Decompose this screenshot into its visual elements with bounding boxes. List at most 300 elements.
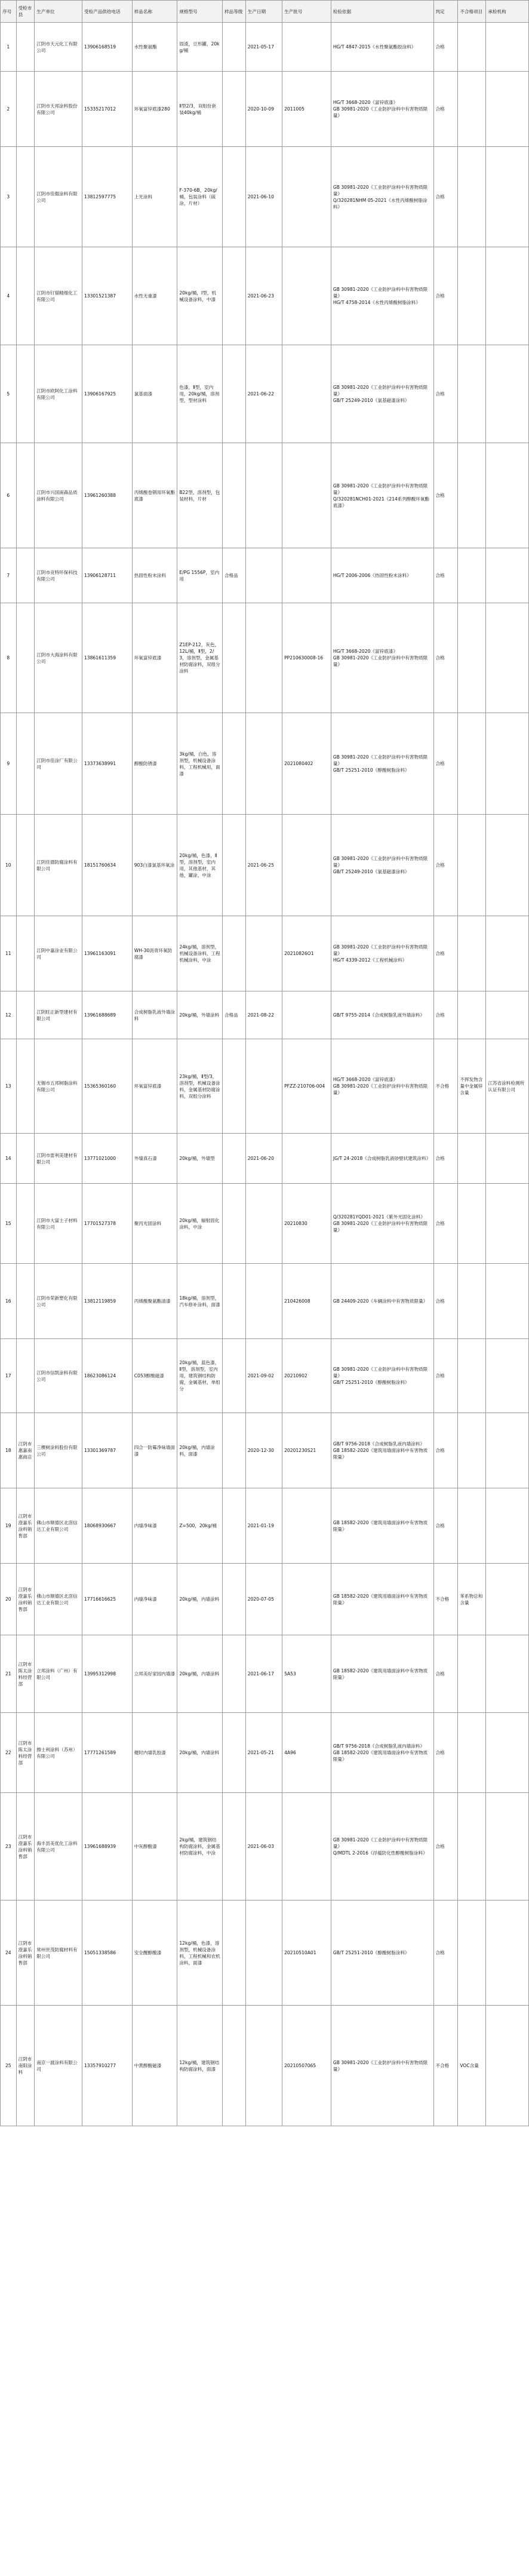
- cell-basis: GB/T 9756-2018《合成树脂乳液内墙涂料》 GB 18582-2020《建筑用墙面涂料中有害物质限量》: [331, 1413, 433, 1488]
- cell-name: 内墙净味漆: [132, 1488, 177, 1564]
- cell-failed: [458, 603, 486, 713]
- cell-spec: 20kg/桶，内墙涂料: [177, 1564, 223, 1635]
- table-header-row: [1, 1, 529, 23]
- cell-date: 2021-06-03: [245, 1793, 282, 1900]
- cell-name: 丙烯酸聚氨酯清漆: [132, 1264, 177, 1339]
- cell-basis: JG/T 24-2018《合成树脂乳液砂壁状建筑涂料》: [331, 1134, 433, 1184]
- cell-batch: [282, 991, 331, 1039]
- cell-phone: 13906128711: [82, 548, 132, 603]
- cell-no: 14: [1, 1134, 17, 1184]
- cell-date: [245, 443, 282, 548]
- cell-batch: [282, 1488, 331, 1564]
- cell-spec: 20kg/桶，蓝色漆，Ⅱ型，溶剂型，室内用，建筑钢结构防腐，金属基材，单组分: [177, 1339, 223, 1413]
- cell-name: 醇酸防锈漆: [132, 713, 177, 815]
- cell-date: 2021-05-21: [245, 1713, 282, 1793]
- cell-date: 2021-08-22: [245, 991, 282, 1039]
- cell-spec: 2kg/桶，建筑钢结构防腐涂料，金属基材防腐涂料，中涂: [177, 1793, 223, 1900]
- cell-basis: GB 30981-2020《工业防护涂料中有害物质限量》 Q/MDTL 2-2016《浮蕴防化性醇酸树脂涂料》: [331, 1793, 433, 1900]
- table-row: [1, 1413, 529, 1488]
- cell-name: 环氧富锌底漆280: [132, 72, 177, 147]
- cell-basis: GB/T 9755-2014《合成树脂乳液外墙涂料》: [331, 991, 433, 1039]
- cell-date: [245, 713, 282, 815]
- cell-failed: [458, 1713, 486, 1793]
- cell-name: 四合一防霉净味墙面漆: [132, 1413, 177, 1488]
- cell-unit: 南京一渡涂料有限公司: [35, 2006, 82, 2126]
- cell-batch: 20210507065: [282, 2006, 331, 2126]
- cell-lab: [486, 147, 529, 247]
- cell-lab: [486, 2006, 529, 2126]
- cell-result: 合格: [433, 603, 458, 713]
- cell-city: [16, 1264, 35, 1339]
- cell-failed: [458, 1635, 486, 1713]
- cell-unit: 江阴佳德防腐涂料有限公司: [35, 815, 82, 916]
- cell-basis: HG/T 4847-2015《水性聚氨酯胶涂料》: [331, 23, 433, 72]
- cell-batch: [282, 548, 331, 603]
- cell-city: 江阴市澄嘉乐涂料销售部: [16, 1488, 35, 1564]
- cell-unit: 佛山市顺德区北滘信达工业有限公司: [35, 1488, 82, 1564]
- cell-batch: 20210826O1: [282, 916, 331, 991]
- cell-phone: 13771021000: [82, 1134, 132, 1184]
- cell-no: 4: [1, 247, 17, 345]
- cell-result: 合格: [433, 916, 458, 991]
- cell-basis: Q/320281YQD01-2021《紫外光固化涂料》 GB 30981-2020《工业防护涂料中有害物质限量》: [331, 1184, 433, 1264]
- cell-basis: HG/T 3668-2020《富锌底漆》 GB 30981-2020《工业防护涂料中有害物质限量》: [331, 1039, 433, 1134]
- cell-no: 17: [1, 1339, 17, 1413]
- cell-basis: GB 30981-2020《工业防护涂料中有害物质限量》 GB/T 25249-2010《氯基磁漆涂料》: [331, 345, 433, 443]
- cell-name: 内墙净味漆: [132, 1564, 177, 1635]
- cell-basis: GB/T 9756-2018《合成树脂乳液内墙涂料》 GB 18582-2020《建筑用墙面涂料中有害物质限量》: [331, 1713, 433, 1793]
- cell-unit: 江阴市竞特环保科技有限公司: [35, 548, 82, 603]
- cell-result: 合格: [433, 1339, 458, 1413]
- cell-name: C053醇酸磁漆: [132, 1339, 177, 1413]
- cell-city: [16, 1134, 35, 1184]
- cell-date: [245, 1184, 282, 1264]
- cell-spec: F-370-6B，20kg/桶，包装涂料（硫涂，片材）: [177, 147, 223, 247]
- cell-lab: [486, 1413, 529, 1488]
- cell-result: 合格: [433, 147, 458, 247]
- cell-name: 合成树脂乳液外墙涂料: [132, 991, 177, 1039]
- cell-result: 合格: [433, 1264, 458, 1339]
- table-row: [1, 72, 529, 147]
- cell-city: 江阴市澄嘉乐涂料销售部: [16, 1564, 35, 1635]
- cell-no: 25: [1, 2006, 17, 2126]
- cell-basis: GB 30981-2020《工业防护涂料中有害物质限量》 GB/T 25251-2010《醇酸树脂涂料》: [331, 1339, 433, 1413]
- cell-name: 聚丙光固涂料: [132, 1184, 177, 1264]
- cell-name: 安全醒醇酸漆: [132, 1900, 177, 2006]
- cell-no: 16: [1, 1264, 17, 1339]
- cell-city: [16, 147, 35, 247]
- cell-lab: [486, 603, 529, 713]
- cell-lab: [486, 1488, 529, 1564]
- table-row: [1, 916, 529, 991]
- cell-phone: 15051338586: [82, 1900, 132, 2006]
- cell-basis: GB 30981-2020《工业防护涂料中有害物质限量》 HG/T 4758-2014《水性丙烯酸树脂涂料》: [331, 247, 433, 345]
- cell-no: 12: [1, 991, 17, 1039]
- cell-batch: [282, 147, 331, 247]
- table-row: [1, 815, 529, 916]
- cell-no: 8: [1, 603, 17, 713]
- cell-failed: [458, 1134, 486, 1184]
- cell-no: 10: [1, 815, 17, 916]
- cell-failed: [458, 713, 486, 815]
- cell-result: 合格: [433, 1184, 458, 1264]
- cell-failed: [458, 815, 486, 916]
- cell-spec: 20kg/桶，Ⅰ型，机械设备涂料，中漆: [177, 247, 223, 345]
- cell-city: [16, 603, 35, 713]
- cell-no: 6: [1, 443, 17, 548]
- cell-batch: [282, 23, 331, 72]
- cell-spec: 23kg/桶，Ⅱ型/3，溶剂型，机械设备涂料，金属基材防腐涂料，双组分涂料: [177, 1039, 223, 1134]
- cell-phone: 13961688689: [82, 991, 132, 1039]
- header-grade: 样品等级: [222, 1, 245, 23]
- cell-date: 2021-06-20: [245, 1134, 282, 1184]
- header-batch: 生产批号: [282, 1, 331, 23]
- cell-name: WH-30沥青环氧防腐漆: [132, 916, 177, 991]
- cell-unit: 常州世茂防腐材料有限公司: [35, 1900, 82, 2006]
- cell-failed: [458, 147, 486, 247]
- cell-name: 丙烯酸卷钢用环氧酯底漆: [132, 443, 177, 548]
- cell-lab: [486, 72, 529, 147]
- cell-result: 合格: [433, 345, 458, 443]
- cell-result: 合格: [433, 991, 458, 1039]
- cell-batch: PP210630008-16: [282, 603, 331, 713]
- cell-phone: 13861611359: [82, 603, 132, 713]
- cell-lab: [486, 1900, 529, 2006]
- cell-failed: [458, 548, 486, 603]
- cell-city: [16, 713, 35, 815]
- cell-grade: 合格品: [222, 991, 245, 1039]
- cell-phone: 18151760634: [82, 815, 132, 916]
- cell-phone: 13906168519: [82, 23, 132, 72]
- cell-batch: [282, 1134, 331, 1184]
- cell-failed: [458, 345, 486, 443]
- cell-date: [245, 2006, 282, 2126]
- cell-grade: 合格品: [222, 548, 245, 603]
- cell-date: 2020-07-05: [245, 1564, 282, 1635]
- cell-name: 水性聚氨酯: [132, 23, 177, 72]
- header-no: 序号: [1, 1, 17, 23]
- cell-result: 合格: [433, 1635, 458, 1713]
- cell-unit: 江阴市佳涂厂有限公司: [35, 713, 82, 815]
- cell-result: 合格: [433, 815, 458, 916]
- cell-batch: 2021080402: [282, 713, 331, 815]
- cell-failed: [458, 1184, 486, 1264]
- cell-spec: 12kg/桶，建筑钢结构防腐涂料，面漆: [177, 2006, 223, 2126]
- cell-lab: [486, 1635, 529, 1713]
- cell-phone: 13812597775: [82, 147, 132, 247]
- cell-no: 19: [1, 1488, 17, 1564]
- cell-lab: [486, 1713, 529, 1793]
- cell-phone: 13812119859: [82, 1264, 132, 1339]
- cell-phone: 13301521387: [82, 247, 132, 345]
- table-row: [1, 1184, 529, 1264]
- cell-phone: 13373638991: [82, 713, 132, 815]
- cell-failed: [458, 916, 486, 991]
- cell-spec: 3kg/桶，白色，溶剂型，机械设备涂料，工程机械用，面漆: [177, 713, 223, 815]
- cell-basis: GB 30981-2020《工业防护涂料中有害物质限量》 Q/320281NHM 05-2021《水性丙烯酸树脂涂料》: [331, 147, 433, 247]
- cell-city: [16, 1184, 35, 1264]
- cell-city: [16, 548, 35, 603]
- cell-grade: [222, 1713, 245, 1793]
- cell-result: 不合格: [433, 1039, 458, 1134]
- cell-name: 中黄醇酸磁漆: [132, 2006, 177, 2126]
- cell-date: [245, 916, 282, 991]
- cell-no: 3: [1, 147, 17, 247]
- cell-failed: [458, 443, 486, 548]
- cell-spec: 20kg/桶，辐射固化涂料，中涂: [177, 1184, 223, 1264]
- cell-city: [16, 345, 35, 443]
- cell-unit: 江阴市天元化工有限公司: [35, 23, 82, 72]
- cell-lab: [486, 991, 529, 1039]
- cell-basis: GB 18582-2020《建筑用墙面涂料中有害物质限量》: [331, 1488, 433, 1564]
- cell-result: 合格: [433, 1793, 458, 1900]
- cell-grade: [222, 1635, 245, 1713]
- cell-no: 21: [1, 1635, 17, 1713]
- cell-spec: 18kg/桶，溶剂型，汽车修补涂料，面漆: [177, 1264, 223, 1339]
- cell-unit: 江阴市信凯涂料有限公司: [35, 1339, 82, 1413]
- cell-spec: Z=500，20kg/桶: [177, 1488, 223, 1564]
- cell-failed: [458, 23, 486, 72]
- cell-city: 江阴市澄嘉乐涂料销售部: [16, 1900, 35, 2006]
- cell-unit: 江阴中嘉涂业有限公司: [35, 916, 82, 991]
- cell-phone: 17701527378: [82, 1184, 132, 1264]
- cell-grade: [222, 443, 245, 548]
- cell-unit: 海丰县美优化工涂料有限公司: [35, 1793, 82, 1900]
- cell-grade: [222, 1339, 245, 1413]
- header-city: 受检市县: [16, 1, 35, 23]
- cell-grade: [222, 1184, 245, 1264]
- cell-phone: 15365360160: [82, 1039, 132, 1134]
- cell-batch: 20201230S21: [282, 1413, 331, 1488]
- cell-date: 2021-01-19: [245, 1488, 282, 1564]
- cell-unit: 江阴市欧阿化工涂料有限公司: [35, 345, 82, 443]
- cell-grade: [222, 1900, 245, 2006]
- cell-lab: [486, 247, 529, 345]
- cell-city: [16, 72, 35, 147]
- cell-grade: [222, 72, 245, 147]
- cell-spec: 20kg/桶，外墙型: [177, 1134, 223, 1184]
- cell-batch: 20210830: [282, 1184, 331, 1264]
- cell-basis: GB 18582-2020《建筑用墙面涂料中有害物质限量》: [331, 1564, 433, 1635]
- cell-name: 健时内墙乳胶漆: [132, 1713, 177, 1793]
- cell-phone: 13961260388: [82, 443, 132, 548]
- cell-no: 11: [1, 916, 17, 991]
- cell-batch: [282, 815, 331, 916]
- cell-date: 2021-06-23: [245, 247, 282, 345]
- cell-no: 15: [1, 1184, 17, 1264]
- cell-result: 合格: [433, 1900, 458, 2006]
- cell-result: 合格: [433, 23, 458, 72]
- cell-batch: 20210510A01: [282, 1900, 331, 2006]
- cell-grade: [222, 1413, 245, 1488]
- table-row: [1, 1488, 529, 1564]
- cell-city: 江阴市南阳涂料: [16, 2006, 35, 2126]
- cell-result: 合格: [433, 548, 458, 603]
- table-row: [1, 1635, 529, 1713]
- cell-batch: 210426008: [282, 1264, 331, 1339]
- cell-date: 2020-12-30: [245, 1413, 282, 1488]
- cell-lab: [486, 345, 529, 443]
- cell-phone: 18623086124: [82, 1339, 132, 1413]
- cell-batch: [282, 247, 331, 345]
- cell-no: 2: [1, 72, 17, 147]
- cell-grade: [222, 247, 245, 345]
- header-basis: 检验依据: [331, 1, 433, 23]
- cell-grade: [222, 147, 245, 247]
- cell-unit: 三棵树涂料股份有限公司: [35, 1413, 82, 1488]
- cell-lab: [486, 1184, 529, 1264]
- cell-failed: 苯系物总和含量: [458, 1564, 486, 1635]
- cell-phone: 18068930667: [82, 1488, 132, 1564]
- table-row: [1, 345, 529, 443]
- cell-grade: [222, 345, 245, 443]
- cell-lab: [486, 1793, 529, 1900]
- cell-no: 20: [1, 1564, 17, 1635]
- cell-basis: GB 24409-2020《车辆涂料中有害物质限量》: [331, 1264, 433, 1339]
- cell-lab: [486, 23, 529, 72]
- cell-no: 24: [1, 1900, 17, 2006]
- cell-no: 13: [1, 1039, 17, 1134]
- cell-grade: [222, 1488, 245, 1564]
- cell-spec: B22型，溶剂型，包装材料，片材: [177, 443, 223, 548]
- cell-city: 江阴市陈太涂料经营部: [16, 1713, 35, 1793]
- cell-lab: [486, 1264, 529, 1339]
- cell-city: [16, 1339, 35, 1413]
- cell-phone: 13961688939: [82, 1793, 132, 1900]
- table-row: [1, 1039, 529, 1134]
- cell-name: 中灰醇酸漆: [132, 1793, 177, 1900]
- cell-date: 2021-06-25: [245, 815, 282, 916]
- cell-no: 23: [1, 1793, 17, 1900]
- cell-lab: [486, 1134, 529, 1184]
- cell-grade: [222, 2006, 245, 2126]
- cell-batch: [282, 443, 331, 548]
- cell-name: 水性无重漆: [132, 247, 177, 345]
- cell-spec: 20kg/桶，内墙涂料，面漆: [177, 1413, 223, 1488]
- cell-phone: 13995312998: [82, 1635, 132, 1713]
- cell-city: [16, 991, 35, 1039]
- cell-basis: GB 18582-2020《建筑用墙面涂料中有害物质限量》: [331, 1635, 433, 1713]
- cell-date: [245, 1264, 282, 1339]
- cell-unit: 江阴旺正新型建材有限公司: [35, 991, 82, 1039]
- cell-unit: 江阴市天邦涂料股份有限公司: [35, 72, 82, 147]
- cell-result: 合格: [433, 1713, 458, 1793]
- cell-unit: 江阴市大富士子材料有限公司: [35, 1184, 82, 1264]
- cell-unit: 江阴市佳傲涂料有限公司: [35, 147, 82, 247]
- cell-unit: 佛山市顺德区北滘信达工业有限公司: [35, 1564, 82, 1635]
- cell-phone: 17716616625: [82, 1564, 132, 1635]
- cell-failed: [458, 72, 486, 147]
- cell-date: [245, 1900, 282, 2006]
- cell-result: 不合格: [433, 1564, 458, 1635]
- cell-grade: [222, 1564, 245, 1635]
- cell-batch: [282, 1793, 331, 1900]
- cell-name: 环氧富锌底漆: [132, 603, 177, 713]
- header-phone: 受检产品供给电话: [82, 1, 132, 23]
- cell-basis: GB 30981-2020《工业防护涂料中有害物质限量》: [331, 2006, 433, 2126]
- table-row: [1, 603, 529, 713]
- cell-date: 2021-06-22: [245, 345, 282, 443]
- cell-date: [245, 1039, 282, 1134]
- cell-lab: [486, 1564, 529, 1635]
- cell-date: 2020-10-09: [245, 72, 282, 147]
- cell-name: 氯基面漆: [132, 345, 177, 443]
- cell-name: 903白漆氯基环氧涂: [132, 815, 177, 916]
- table-row: [1, 991, 529, 1039]
- cell-basis: GB 30981-2020《工业防护涂料中有害物质限量》 GB/T 25249-2010《氯基磁漆涂料》: [331, 815, 433, 916]
- cell-basis: GB/T 25251-2010《醇酸树脂涂料》: [331, 1900, 433, 2006]
- cell-result: 合格: [433, 247, 458, 345]
- header-lab: 承检机构: [486, 1, 529, 23]
- cell-grade: [222, 1134, 245, 1184]
- cell-spec: 20kg/桶，色漆，Ⅱ型，溶剂型，室内用，其他基材，其他，罐涂，中涂: [177, 815, 223, 916]
- table-row: [1, 1564, 529, 1635]
- table-row: [1, 2006, 529, 2126]
- cell-failed: [458, 1413, 486, 1488]
- cell-failed: 不挥发物含量中金属锌含量: [458, 1039, 486, 1134]
- cell-failed: [458, 1900, 486, 2006]
- cell-result: 合格: [433, 1413, 458, 1488]
- cell-failed: [458, 1264, 486, 1339]
- cell-name: 上光涂料: [132, 147, 177, 247]
- cell-failed: [458, 1339, 486, 1413]
- cell-city: 江阴市陈太涂料经营部: [16, 1635, 35, 1713]
- cell-lab: [486, 713, 529, 815]
- cell-basis: HG/T 2006-2006《热固性粉末涂料》: [331, 548, 433, 603]
- cell-result: 合格: [433, 72, 458, 147]
- cell-unit: 江阴市大海涂料有限公司: [35, 603, 82, 713]
- cell-basis: GB 30981-2020《工业防护涂料中有害物质限量》 Q/320281NCH01-2021《214系列醇酸环氧酯底漆》: [331, 443, 433, 548]
- cell-city: [16, 1039, 35, 1134]
- table-row: [1, 548, 529, 603]
- header-unit: 生产单位: [35, 1, 82, 23]
- cell-phone: 17771261589: [82, 1713, 132, 1793]
- cell-lab: 江苏省涂料检测所认证有限公司: [486, 1039, 529, 1134]
- cell-city: 江阴市澄嘉乐涂料销售部: [16, 1793, 35, 1900]
- cell-city: [16, 443, 35, 548]
- cell-grade: [222, 603, 245, 713]
- cell-lab: [486, 548, 529, 603]
- cell-phone: 13906167925: [82, 345, 132, 443]
- cell-result: 不合格: [433, 2006, 458, 2126]
- cell-city: 江阴市惠嘉南惠商店: [16, 1413, 35, 1488]
- table-row: [1, 1339, 529, 1413]
- header-spec: 规格型号: [177, 1, 223, 23]
- cell-grade: [222, 1264, 245, 1339]
- table-row: [1, 1264, 529, 1339]
- cell-unit: 立邦涂料（广州）有限公司: [35, 1635, 82, 1713]
- cell-failed: [458, 1793, 486, 1900]
- table-body: [1, 23, 529, 2126]
- cell-grade: [222, 916, 245, 991]
- cell-grade: [222, 23, 245, 72]
- cell-city: [16, 247, 35, 345]
- table-row: [1, 1134, 529, 1184]
- table-row: [1, 443, 529, 548]
- table-row: [1, 147, 529, 247]
- cell-batch: 5A53: [282, 1635, 331, 1713]
- cell-spec: 色漆，Ⅱ型，室内用，20kg/桶，溶剂型，型材涂料: [177, 345, 223, 443]
- cell-lab: [486, 1339, 529, 1413]
- cell-city: [16, 916, 35, 991]
- header-result: 判定: [433, 1, 458, 23]
- cell-spec: 24kg/桶，溶剂型，机械设备涂料，工程机械涂料，中涂: [177, 916, 223, 991]
- cell-batch: [282, 1564, 331, 1635]
- table-row: [1, 1713, 529, 1793]
- cell-grade: [222, 1793, 245, 1900]
- cell-phone: 13961163091: [82, 916, 132, 991]
- cell-basis: GB 30981-2020《工业防护涂料中有害物质限量》 HG/T 4339-2012《工程机械涂料》: [331, 916, 433, 991]
